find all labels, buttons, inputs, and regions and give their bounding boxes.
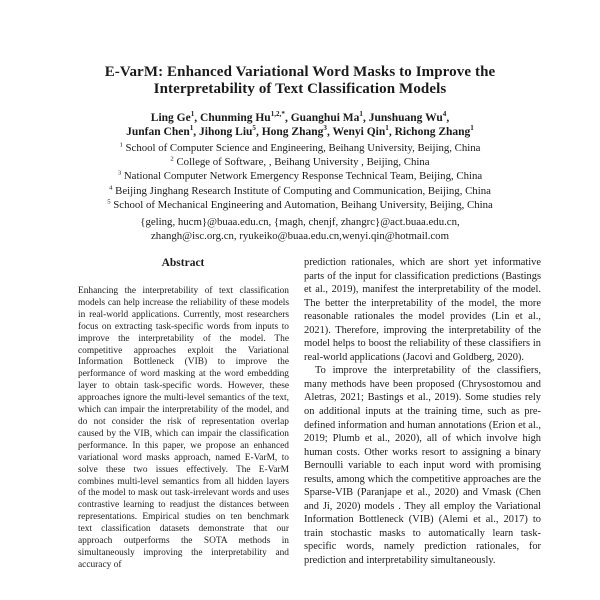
authors-line-2 [30, 123, 570, 140]
authors-line-1 [30, 112, 570, 126]
intro-paragraph-1: prediction rationales, which are short yet informative parts of the input for classification predictions (Bastings et al., 2019), manifest the interpretability of the model. The better the interpretability of the model, the more reasonable rationales the model provides (Lin et al., 2021). Therefore, improving the interpretability of the model helps to boost the reliability of these classifiers in real-world applications (Jacovi and Goldberg, 2020). [304, 257, 541, 363]
author-separator: , [194, 112, 201, 124]
email-line: {geling, hucm}@buaa.edu.cn, {magh, chenjf, zhangrc}@act.buaa.edu.cn, [140, 216, 460, 228]
affiliation-marker: 1 [119, 141, 123, 149]
author-block [30, 112, 570, 139]
affiliation-marker: 4 [109, 184, 113, 192]
author-affil-marker: 1 [189, 123, 194, 132]
affiliation-line [0, 155, 600, 169]
author-affil-marker: 1 [385, 123, 389, 132]
affiliation-text: School of Computer Science and Engineering, Beihang University, Beijing, China [125, 142, 481, 154]
author-separator: , [284, 112, 291, 124]
author-affil-marker: 1,2,* [270, 110, 285, 119]
affiliation-marker: 3 [117, 169, 122, 177]
affiliation-line [0, 198, 600, 212]
author-affil-marker: 1 [190, 110, 195, 119]
email-block [0, 215, 600, 243]
author-separator: , [255, 125, 262, 138]
author-name: Chunming Hu [200, 112, 271, 124]
introduction-column [304, 256, 541, 568]
author-name: Wenyi Qin [332, 125, 386, 138]
author-separator: , [446, 112, 450, 124]
author-name: Junshuang Wu [368, 112, 443, 124]
affiliation-line [0, 169, 600, 183]
author-name: Ling Ge [150, 112, 191, 124]
affiliation-text: National Computer Network Emergency Response Technical Team, Beijing, China [123, 170, 483, 183]
affiliation-marker: 5 [107, 198, 111, 206]
affiliation-line [0, 141, 600, 155]
author-name: Hong Zhang [261, 125, 324, 138]
affiliation-marker: 2 [170, 155, 174, 163]
author-name: Guanghui Ma [290, 112, 360, 124]
abstract-column [60, 257, 294, 572]
author-name: Jihong Liu [199, 125, 253, 138]
page-title: E-VarM: Enhanced Variational Word Masks to Improve the Interpretability of Text Classification Models [104, 64, 496, 97]
author-name: Junfan Chen [126, 125, 190, 138]
author-name: Richong Zhang [394, 125, 471, 138]
author-separator: , [326, 125, 333, 138]
affiliation-text: Beijing Jinghang Research Institute of Computing and Communication, Beijing, China [115, 184, 491, 197]
author-affil-marker: 1 [359, 110, 363, 119]
author-affil-marker: 4 [442, 110, 447, 119]
affiliation-text: College of Software, , Beihang University , Beijing, China [176, 156, 430, 169]
abstract-heading: Abstract [161, 257, 205, 269]
affiliation-line [0, 184, 600, 198]
abstract-text: Enhancing the interpretability of text classification models can help increase the reliability of these models in real-world applications. Currently, most researchers focus on extracting task-specific words from inputs to improve the interpretability of the model. The competitive approaches exploit the Variational Information Bottleneck (VIB) to improve the performance of word masking at the word embedding layer to obtain task-specific words. However, these approaches ignore the multi-level semantics of the text, which can impair the interpretability of the model, and do not consider the risk of representation overlap caused by the VIB, which can impair the classification performance. In this paper, we propose an enhanced variational word masks approach, named E-VarM, to solve these two issues effectively. The E-VarM combines multi-level semantics from all hidden layers of the model to mask out task-irrelevant words and uses contrastive learning to readjust the distances between representations. Empirical studies on ten benchmark text classification datasets demonstrate that our approach outperforms the SOTA methods in simultaneously improving the interpretability and accuracy of [78, 286, 289, 570]
author-separator: , [362, 112, 369, 124]
author-affil-marker: 3 [323, 123, 327, 132]
author-separator: , [193, 125, 200, 138]
intro-paragraph-2: To improve the interpretability of the classifiers, many methods have been proposed (Chrysostomou and Aletras, 2021; Bastings et al., 2019). Some studies rely on additional inputs at the training time, such as pre-defined information and human annotations (Erion et al., 2019; Plumb et al., 2020), all of which involve high human costs. Other works resort to assigning a binary Bernoulli variable to each input word with promising results, among which the competitive approaches are the Sparse-VIB (Paranjape et al., 2020) and Vmask (Chen and Ji, 2020) models . They all employ the Variational Information Bottleneck (VIB) (Alemi et al., 2017) to train stochastic masks to automatically learn task-specific words, namely prediction rationales, for prediction and interpretability simultaneously. [304, 365, 541, 567]
affiliation-text: School of Mechanical Engineering and Automation, Beihang University, Beijing, China [113, 198, 493, 211]
author-affil-marker: 1 [470, 123, 474, 132]
author-separator: , [388, 125, 395, 138]
author-affil-marker: 5 [252, 123, 256, 132]
affiliation-block [0, 141, 600, 212]
email-line: zhangh@isc.org.cn, ryukeiko@buaa.edu.cn,wenyi.qin@hotmail.com [151, 230, 449, 242]
